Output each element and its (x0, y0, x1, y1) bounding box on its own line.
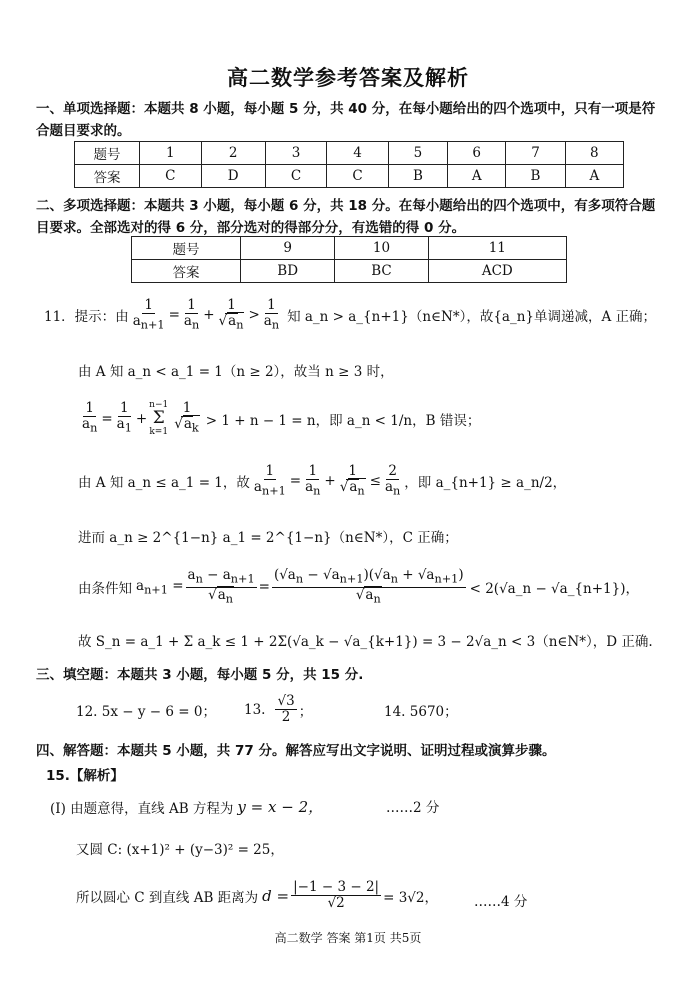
summation: n−1 Σ k=1 (149, 400, 169, 437)
question-number: 10 (335, 237, 428, 260)
page-title: 高二数学参考答案及解析 (227, 66, 469, 90)
answer-cell: BC (335, 260, 428, 283)
q11-line-3: $\frac{1}{a_n}$ = $\frac{1}{a_1}$ + n−1 Σ k=1 $\frac{1}{√a_k}$ > 1 + n − 1 = n，即 a_n < 1/n，B 错误； (82, 400, 481, 437)
row-label: 答案 (75, 165, 140, 188)
q11-line-5: 进而 a_n ≥ 2^{1−n} a_1 = 2^{1−n}（n∈N*），C 正确； (78, 530, 458, 546)
score-marker: ……4 分 (474, 894, 528, 910)
section-4-heading: 四、解答题：本题共 5 小题，共 77 分。解答应写出文字说明、证明过程或演算步骤。 (36, 743, 556, 759)
answer-cell: C (140, 165, 202, 188)
q15-part1-line: (Ⅰ) 由题意得，直线 AB 方程为 y = x − 2， (50, 798, 324, 817)
section-2-heading: 二、多项选择题：本题共 3 小题，每小题 6 分，共 18 分。在每小题给出的四个选项中，有多项符合题目要求。全部选对的得 6 分，部分选对的得部分分，有选错的得 0 分。 (36, 198, 656, 236)
row-label: 题号 (132, 237, 241, 260)
row-label: 答案 (132, 260, 241, 283)
answer-cell: C (327, 165, 389, 188)
question-number: 7 (506, 142, 565, 165)
table-row (132, 260, 567, 283)
fraction: $\frac{1}{a_n}$ (183, 297, 200, 332)
fraction: $\frac{1}{a_{n+1}}$ (132, 297, 165, 332)
q11-line-4: 由 A 知 a_n ≤ a_1 = 1，故 $\frac{1}{a_{n+1}}$ = $\frac{1}{a_n}$ + $\frac{1}{√a_n}$ ≤ $\frac{2}{a_n}$ ，即 a_{n+1} ≥ a_n/2， (78, 463, 567, 498)
question-number: 5 (388, 142, 447, 165)
answer-cell: BD (241, 260, 335, 283)
table-row (132, 237, 567, 260)
table-row (75, 165, 624, 188)
answer-cell: B (506, 165, 565, 188)
answer-cell: D (201, 165, 265, 188)
q11-line-2: 由 A 知 a_n < a_1 = 1（n ≥ 2），故当 n ≥ 3 时， (78, 364, 394, 380)
fraction: $\frac{1}{√a_n}$ (218, 297, 244, 332)
question-number: 11 (428, 237, 566, 260)
answer-cell: A (565, 165, 623, 188)
distance-line: 所以圆心 C 到直线 AB 距离为 d = $\frac{|-1 - 3 - 2|}{√2}$ = 3√2， (76, 879, 438, 911)
section-3-heading: 三、填空题：本题共 3 小题，每小题 5 分，共 15 分. (36, 667, 364, 683)
answer-13: 13. $\frac{√3}{2}$ ； (244, 693, 313, 725)
section-1-heading: 一、单项选择题：本题共 8 小题，每小题 5 分，共 40 分，在每小题给出的四个选项中，只有一项是符合题目要求的。 (36, 101, 656, 139)
answer-12: 12. 5x − y − 6 = 0； (76, 704, 216, 720)
answer-14: 14. 5670； (384, 704, 458, 720)
question-number: 9 (241, 237, 335, 260)
circle-equation: 又圆 C: (x+1)² + (y−3)² = 25， (76, 842, 284, 858)
question-number: 8 (565, 142, 623, 165)
answer-cell: C (265, 165, 327, 188)
section-2-answer-table (131, 236, 567, 283)
answer-cell: ACD (428, 260, 566, 283)
page-footer: 高二数学 答案 第1页 共5页 (274, 931, 422, 945)
question-number: 3 (265, 142, 327, 165)
question-number: 2 (201, 142, 265, 165)
row-label: 题号 (75, 142, 140, 165)
question-number: 6 (448, 142, 506, 165)
section-1-answer-table (74, 141, 624, 188)
answer-cell: B (388, 165, 447, 188)
question-number: 1 (140, 142, 202, 165)
q15-title: 15.【解析】 (46, 768, 124, 784)
score-marker: ……2 分 (386, 800, 440, 816)
table-row (75, 142, 624, 165)
fraction: $\frac{1}{a_n}$ (263, 297, 280, 332)
q11-line-7: 故 S_n = a_1 + Σ a_k ≤ 1 + 2Σ(√a_k − √a_{k+1}) = 3 − 2√a_n < 3（n∈N*），D 正确. (78, 634, 653, 650)
q11-line-1: 11．提示：由 $\frac{1}{a_{n+1}}$ = $\frac{1}{a_n}$ + $\frac{1}{√a_n}$ > $\frac{1}{a_n}$ 知 a_n > a_{n+1}（n∈N*），故{a_n}单调递减，A 正确； (44, 297, 657, 332)
answer-cell: A (448, 165, 506, 188)
question-number: 4 (327, 142, 389, 165)
q11-line-6: 由条件知 $a_{n+1}$ = $\frac{a_n - a_{n+1}}{√a_n}$ = $\frac{(√a_n - √a_{n+1})(√a_n + √a_{n+1})}{√a_n}$ < 2(√a_n − √a_{n+1})， (78, 567, 639, 606)
